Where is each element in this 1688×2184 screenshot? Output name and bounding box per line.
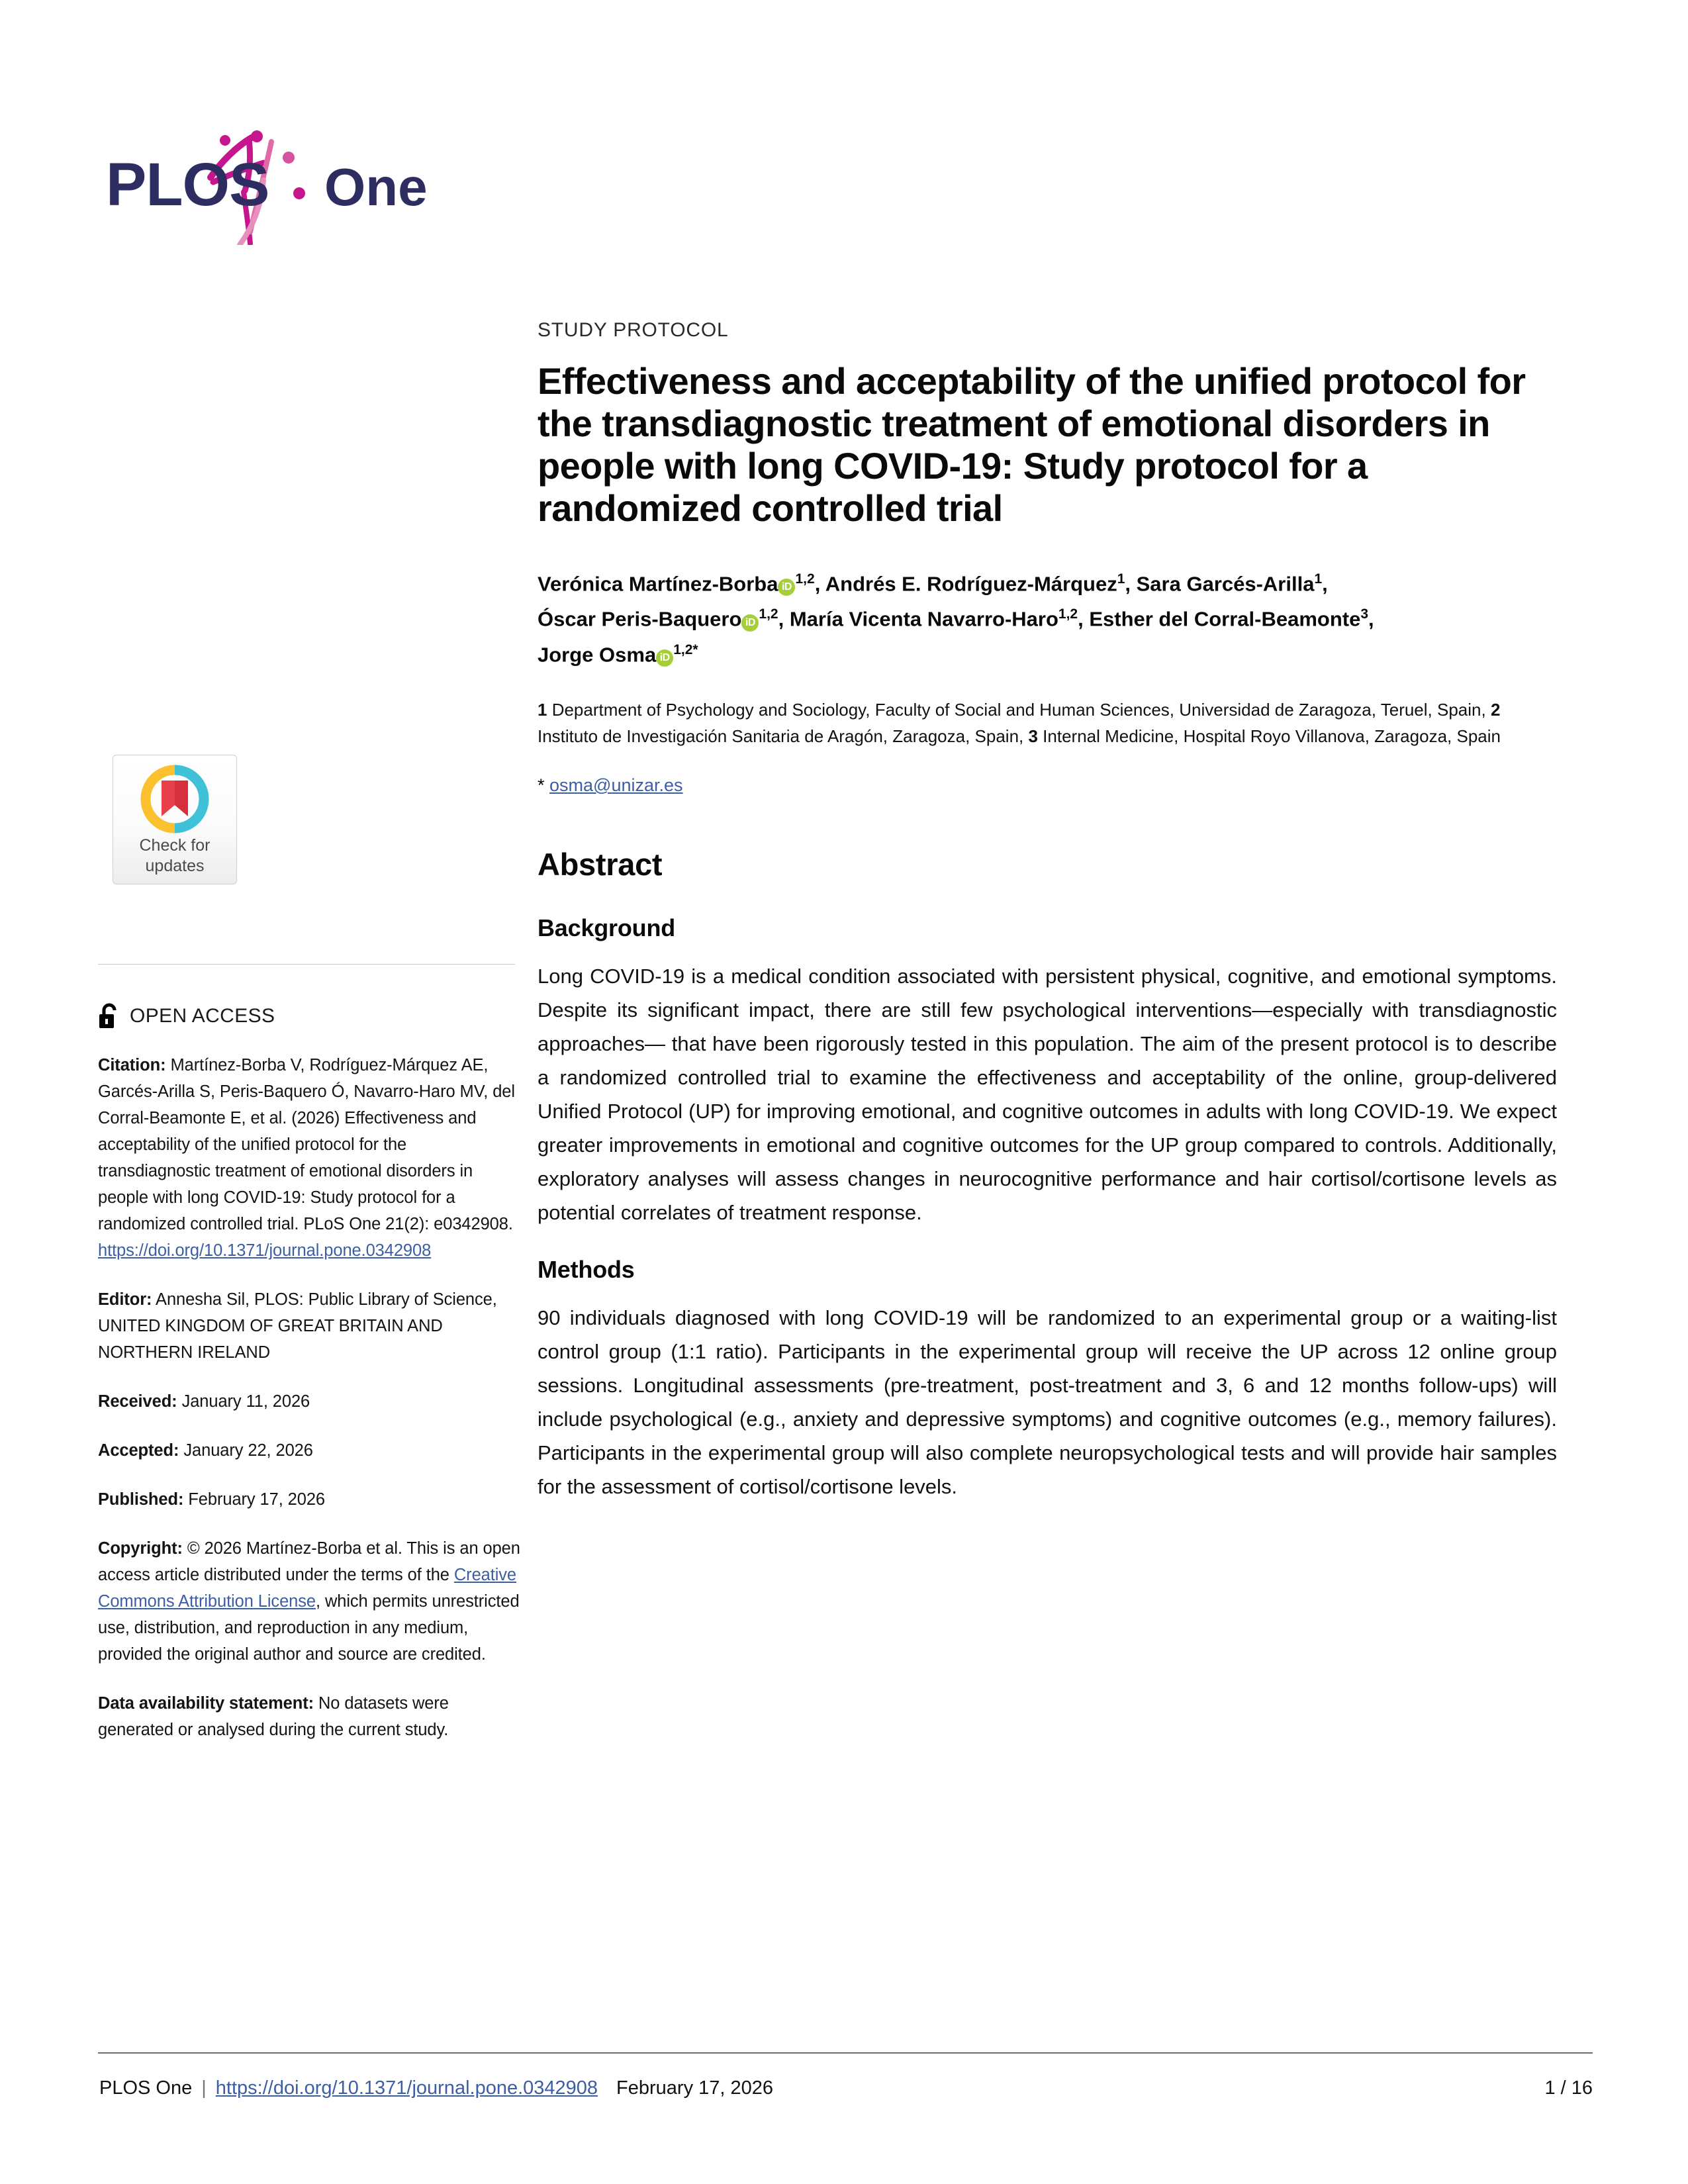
affiliation-text-3: Internal Medicine, Hospital Royo Villanova, Zaragoza, Spain xyxy=(1037,726,1501,746)
abstract-heading: Abstract xyxy=(538,846,663,882)
orcid-icon[interactable]: iD xyxy=(656,649,673,667)
logo-plos-text: PLOS xyxy=(106,151,269,218)
article-main-column xyxy=(538,319,1557,1503)
data-availability-block xyxy=(98,1690,520,1743)
page-title: Effectiveness and acceptability of the unified protocol for the transdiagnostic treatment of emotional disorders in people with long COVID-19: Study protocol for a randomized controlled trial xyxy=(538,360,1526,529)
article-metadata-sidebar xyxy=(98,755,522,1743)
author-name-3: , Sara Garcés-Arilla xyxy=(1125,572,1315,596)
crossmark-label-line1: Check for xyxy=(139,836,211,855)
accepted-block xyxy=(98,1437,520,1464)
published-label: Published: xyxy=(98,1490,184,1509)
copyright-block xyxy=(98,1535,520,1668)
copyright-text-b: , which permits unrestricted use, distribution, and reproduction in any medium, provided the original author and source are credited. xyxy=(98,1592,520,1664)
footer-divider xyxy=(98,2052,1593,2054)
footer-publication-date: February 17, 2026 xyxy=(616,2077,774,2099)
methods-paragraph: 90 individuals diagnosed with long COVID-19 will be randomized to an experimental group or a waiting-list control group (1:1 ratio). Participants in the experimental group will receive the UP across 12 online group sessions. Longitudinal assessments (pre-treatment, post-treatment and 3, 6 and 12 months follow-ups) will include psychological (e.g., anxiety and depressive symptoms) and cognitive outcomes (e.g., memory failures). Participants in the experimental group will also complete neuropsychological tests and will provide hair samples for the assessment of cortisol/cortisone levels. xyxy=(538,1306,1557,1498)
editor-block xyxy=(98,1286,520,1366)
crossmark-badge[interactable] xyxy=(113,755,237,884)
copyright-label: Copyright: xyxy=(98,1539,183,1558)
author-affil-sup-4: 1,2 xyxy=(759,606,778,622)
affiliation-number-1: 1 xyxy=(538,699,547,720)
copyright-text-a: © 2026 Martínez-Borba et al. This is an open access article distributed under the terms of the xyxy=(98,1539,520,1584)
affiliation-text-2: Instituto de Investigación Sanitaria de Aragón, Zaragoza, Spain, xyxy=(538,726,1029,746)
author-affil-sup-5: 1,2 xyxy=(1058,606,1078,622)
sidebar-divider xyxy=(98,964,515,965)
received-label: Received: xyxy=(98,1392,177,1411)
corresponding-email-link[interactable]: osma@unizar.es xyxy=(549,775,683,795)
author-sep-1: , xyxy=(1322,572,1328,596)
background-paragraph: Long COVID-19 is a medical condition associated with persistent physical, cognitive, and emotional symptoms. Despite its significant impact, there are still few psychological interventions—especially with transdiagnostic approaches— that have been rigorously tested in this population. The aim of the present protocol is to describe a randomized controlled trial to examine the effectiveness and acceptability of the online, group-delivered Unified Protocol (UP) for improving emotional, and cognitive outcomes in adults with long COVID-19. We expect greater improvements in emotional and cognitive outcomes for the UP group compared to controls. Additionally, exploratory analyses will assess changes in neurocognitive performance and hair cortisol/cortisone levels as potential correlates of treatment response. xyxy=(538,964,1557,1224)
citation-block xyxy=(98,1052,520,1264)
plos-one-logo[interactable] xyxy=(93,99,463,245)
author-name-2: , Andrés E. Rodríguez-Márquez xyxy=(814,572,1117,596)
editor-text: Annesha Sil, PLOS: Public Library of Science, UNITED KINGDOM OF GREAT BRITAIN AND NORTHERN IRELAND xyxy=(98,1290,497,1362)
author-name-6: , Esther del Corral-Beamonte xyxy=(1078,607,1361,631)
author-affil-sup-6: 3 xyxy=(1360,606,1369,622)
article-type-kicker: STUDY PROTOCOL xyxy=(538,319,729,341)
logo-one-text: One xyxy=(324,158,428,216)
methods-heading: Methods xyxy=(538,1255,635,1283)
author-affil-sup-2: 1 xyxy=(1117,571,1125,587)
received-block xyxy=(98,1388,520,1415)
page-footer xyxy=(99,2077,1593,2099)
editor-label: Editor: xyxy=(98,1290,152,1309)
footer-journal-name: PLOS One xyxy=(99,2077,193,2099)
affiliation-text-1: Department of Psychology and Sociology, Faculty of Social and Human Sciences, Universidad de Zaragoza, Teruel, Spain, xyxy=(547,699,1491,720)
citation-label: Citation: xyxy=(98,1056,166,1074)
author-affil-sup-3: 1 xyxy=(1314,571,1323,587)
data-availability-label: Data availability statement: xyxy=(98,1694,314,1713)
citation-text: Martínez-Borba V, Rodríguez-Márquez AE, Garcés-Arilla S, Peris-Baquero Ó, Navarro-Haro MV, del Corral-Beamonte E, et al. (2026) Effectiveness and acceptability of the unified protocol for the transdiagnostic treatment of emotional disorders in people with long COVID-19: Study protocol for a randomized controlled trial. PLoS One 21(2): e0342908. xyxy=(98,1056,515,1233)
corresponding-author xyxy=(538,773,1557,797)
background-heading: Background xyxy=(538,914,676,941)
open-access-row xyxy=(98,1003,522,1029)
crossmark-icon xyxy=(139,763,211,835)
accepted-date: January 22, 2026 xyxy=(179,1441,313,1460)
orcid-icon[interactable]: iD xyxy=(741,614,759,632)
footer-doi-link[interactable]: https://doi.org/10.1371/journal.pone.0342908 xyxy=(215,2077,598,2099)
published-block xyxy=(98,1486,520,1513)
footer-separator: | xyxy=(201,2077,207,2099)
orcid-icon[interactable]: iD xyxy=(778,579,795,596)
open-access-label: OPEN ACCESS xyxy=(130,1005,275,1027)
crossmark-label-line2: updates xyxy=(145,857,205,875)
author-name-1: Verónica Martínez-Borba xyxy=(538,572,778,596)
affiliation-number-3: 3 xyxy=(1028,726,1038,746)
affiliation-number-2: 2 xyxy=(1490,699,1501,720)
affiliations xyxy=(538,696,1537,749)
accepted-label: Accepted: xyxy=(98,1441,179,1460)
author-name-5: , María Vicenta Navarro-Haro xyxy=(778,607,1058,631)
received-date: January 11, 2026 xyxy=(177,1392,310,1411)
author-list xyxy=(538,564,1557,670)
author-affil-sup-1: 1,2 xyxy=(795,571,815,587)
author-name-4: Óscar Peris-Baquero xyxy=(538,607,742,631)
cc-license-link[interactable]: Creative Commons Attribution License xyxy=(98,1566,517,1611)
data-availability-text: No datasets were generated or analysed during the current study. xyxy=(98,1694,449,1739)
published-date: February 17, 2026 xyxy=(183,1490,326,1509)
author-sep-2: , xyxy=(1368,607,1374,631)
open-lock-icon xyxy=(98,1003,120,1029)
author-name-7: Jorge Osma xyxy=(538,642,657,666)
citation-doi-link[interactable]: https://doi.org/10.1371/journal.pone.0342908 xyxy=(98,1241,432,1260)
author-affil-sup-7: 1,2* xyxy=(673,641,698,657)
corresponding-marker: * xyxy=(538,775,550,795)
page-number: 1 / 16 xyxy=(1544,2077,1593,2099)
